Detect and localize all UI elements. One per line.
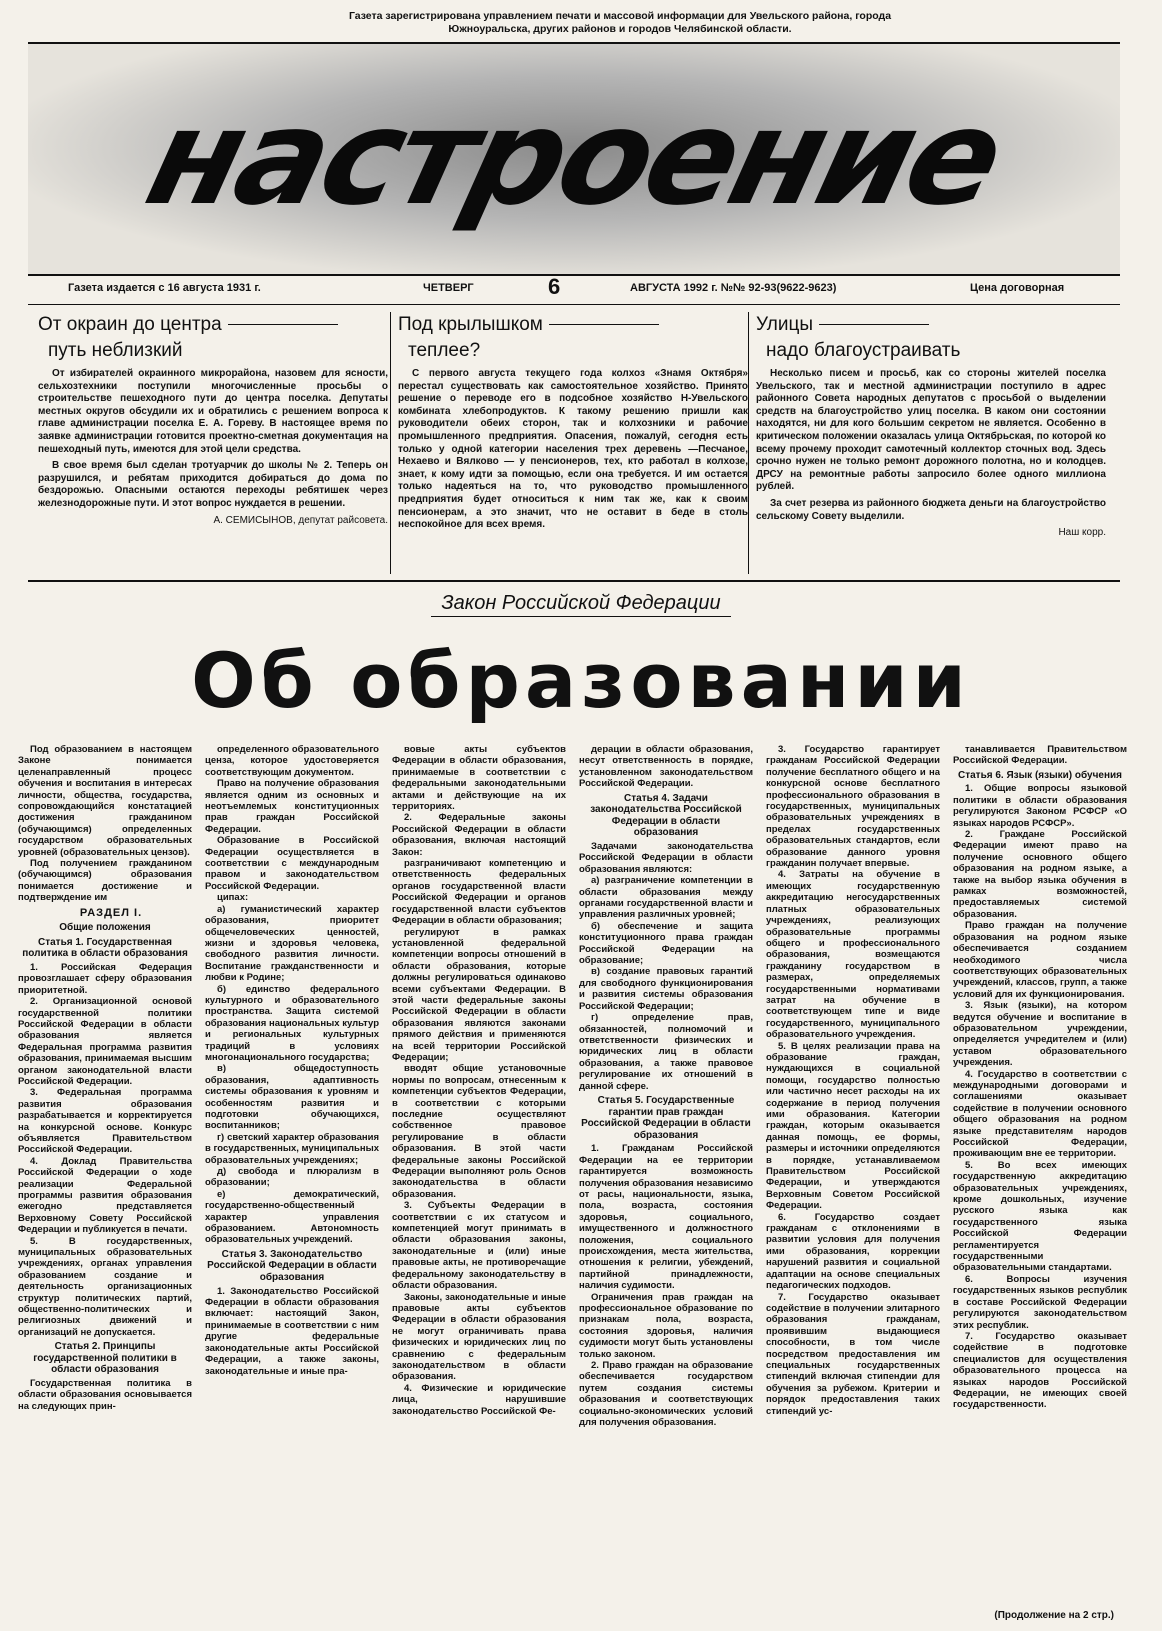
law-paragraph: г) светский характер образования в государственных, муниципальных образовательных учреждениях; bbox=[205, 1131, 379, 1166]
law-column bbox=[18, 744, 192, 1604]
law-paragraph: 7. Государство оказывает содействие в подготовке специалистов для осуществления образовательного процесса на языках народов Российской Федерации, не имеющих своей государственности. bbox=[953, 1330, 1127, 1411]
law-paragraph: Под получением гражданином (обучающимся) образования понимается достижение и подтверждение им bbox=[18, 858, 192, 904]
newspaper-title: настроение bbox=[133, 81, 1015, 235]
law-subtitle: Закон Российской Федерации bbox=[0, 592, 1162, 615]
column-divider bbox=[748, 312, 749, 574]
article-signature: Наш корр. bbox=[1058, 527, 1106, 539]
article-paragraph: От избирателей окраинного микрорайона, назовем для ясности, сельхозтехники поступили многочисленные просьбы о строительстве пешеходного пути до центра поселка. Депутаты местных округов обсудили их и обратились с решением вопроса к главе администрации поселка Е. А. Гореву. В настоящее время по заявке администрации готовится проектно-сметная документация на пешеходный путь, имеются для этой цели средства. bbox=[38, 368, 388, 455]
registration-note: Газета зарегистрирована управлением печати и массовой информации для Увельского района, города Южноуральска, других районов и городов Челябинской области. bbox=[348, 10, 892, 35]
law-paragraph: Ограничения прав граждан на профессиональное образование по признакам пола, возраста, состояния здоровья, наличия судимости могут быть установлены только законом. bbox=[579, 1291, 753, 1360]
law-paragraph: 2. Граждане Российской Федерации имеют право на получение основного общего образования на родном языке, а также на выбор языка обучения в рамках возможностей, предоставляемых системой образования. bbox=[953, 829, 1127, 920]
article-paragraph: Несколько писем и просьб, как со стороны жителей поселка Увельского, так и местной администрации поступило в адрес районного Совета народных депутатов с просьбой о выделении средств на благоустройство улиц поселка. В каком они состоянии находятся, ни для кого большим секретом не является. Особенно в критическом положении оказалась улица Октябрьская, по которой ко всему прочему проходит самотечный коллектор сточных вод. Здесь срочно нужен не только ремонт дорожного полотна, но и колодцев. ДРСУ на ремонтные работы запросило более одного миллиона рублей. bbox=[756, 368, 1106, 493]
article-1 bbox=[38, 312, 388, 574]
law-paragraph: 2. Федеральные законы Российской Федерации в области образования, включая настоящий Закон: bbox=[392, 812, 566, 858]
law-paragraph: определенного образовательного ценза, которое удостоверяется соответствующим документом. bbox=[205, 744, 379, 778]
law-article-heading: Статья 3. Законодательство Российской Федерации в области образования bbox=[207, 1248, 377, 1284]
law-paragraph: 3. Субъекты Федерации в соответствии с их статусом и компетенцией могут принимать в области образования законы, законодательные и (или) иные правовые акты, не противоречащие федеральному законодательству в области образования. bbox=[392, 1200, 566, 1292]
law-paragraph: г) определение прав, обязанностей, полномочий и ответственности физических и юридических лиц в области образования, а также правовое регулирование их отношений в данной сфере. bbox=[579, 1012, 753, 1092]
continuation-note: (Продолжение на 2 стр.) bbox=[994, 1610, 1114, 1621]
law-paragraph: дерации в области образования, несут ответственность в порядке, установленном законодательством Российской Федерации. bbox=[579, 744, 753, 790]
law-paragraph: разграничивают компетенцию и ответственность федеральных органов государственной власти Российской Федерации и органов государственной власти субъектов Федерации в области образования; bbox=[392, 858, 566, 927]
article-paragraph: За счет резерва из районного бюджета деньги на благоустройство сельскому Совету выделили. bbox=[756, 497, 1106, 522]
weekday: ЧЕТВЕРГ bbox=[423, 282, 474, 294]
law-column bbox=[579, 744, 753, 1604]
law-paragraph: 1. Законодательство Российской Федерации в области образования включает: настоящий Закон, принимаемые в соответствии с ним другие федеральные законодательные акты Российской Федерации, а также законы, законодательные и иные пра- bbox=[205, 1285, 379, 1377]
law-paragraph: 3. Федеральная программа развития образования разрабатывается и корректируется на конкурсной основе. Конкурс объявляется Правительством Российской Федерации. bbox=[18, 1087, 192, 1156]
law-article-heading: Статья 2. Принципы государственной политики в области образования bbox=[33, 1341, 177, 1376]
top-news-row bbox=[28, 312, 1120, 582]
law-paragraph: Право на получение образования является одним из основных и неотъемлемых конституционных прав граждан Российской Федерации. bbox=[205, 778, 379, 835]
issue-date-number: АВГУСТА 1992 г. №№ 92-93(9622-9623) bbox=[630, 282, 837, 294]
law-paragraph: 4. Доклад Правительства Российской Федерации о ходе реализации Федеральной программы развития образования ежегодно представляется Верховному Совету Российской Федерации и публикуется в печати. bbox=[18, 1155, 192, 1236]
law-article-heading: Статья 1. Государственная политика в области образования bbox=[22, 936, 188, 960]
law-text-columns bbox=[18, 744, 1128, 1612]
article-2 bbox=[398, 312, 748, 574]
law-article-heading: Общие положения bbox=[59, 922, 151, 934]
law-paragraph: 4. Физические и юридические лица, нарушившие законодательство Российской Фе- bbox=[392, 1382, 566, 1417]
law-paragraph: 2. Право граждан на образование обеспечивается государством путем создания системы образования и соответствующих социально-экономических условий для получения образования. bbox=[579, 1360, 753, 1429]
law-paragraph: Право граждан на получение образования на родном языке обеспечивается созданием необходимого числа соответствующих образовательных учреждений, классов, групп, а также условий для их функционирования. bbox=[953, 920, 1127, 1000]
law-paragraph: 5. В государственных, муниципальных образовательных учреждениях, органах управления образованием создание и деятельность организационных структур политических партий, общественно-политических и религиозных движений и организаций не допускается. bbox=[18, 1235, 192, 1338]
article-headline: От окраин до центра bbox=[38, 312, 388, 338]
masthead bbox=[28, 42, 1120, 276]
law-paragraph: Законы, законодательные и иные правовые акты субъектов Федерации в области образования не могут ограничивать права физических и юридических лиц по сравнению с федеральным законодательством в области образования. bbox=[392, 1291, 566, 1383]
law-column bbox=[766, 744, 940, 1604]
law-paragraph: Под образованием в настоящем Законе понимается целенаправленный процесс обучения и воспитания в интересах личности, общества, государства, сопровождающийся констатацией достижения гражданином (обучающимся) определенных государством образовательных уровней (образовательных цензов). bbox=[18, 744, 192, 858]
law-paragraph: Задачами законодательства Российской Федерации в области образования являются: bbox=[579, 841, 753, 875]
law-paragraph: 5. Во всех имеющих государственную аккредитацию образовательных учреждениях, кроме дошкольных, изучение русского языка как государственного языка Российской Федерации регламентируется государственными образовательными стандартами. bbox=[953, 1159, 1127, 1274]
article-headline: Улицы bbox=[756, 312, 1106, 338]
law-paragraph: вводят общие установочные нормы по вопросам, отнесенным к компетенции субъектов Федерации, в соответствии с которыми последние осуществляют собственное правовое регулирование в области образования. В этой части федеральные законы Российской Федерации выполняют роль Основ законодательства в области образования. bbox=[392, 1063, 566, 1200]
law-paragraph: 6. Государство создает гражданам с отклонениями в развитии условия для получения ими образования, коррекции нарушений развития и социальной адаптации на основе специальных педагогических подходов. bbox=[766, 1211, 940, 1292]
article-paragraph: С первого августа текущего года колхоз «Знамя Октября» перестал существовать как самостоятельное хозяйство. Принято решение о переводе его в подсобное хозяйство Н-Увельского комбината хлебопродуктов. К такому решению пришли как руководители обеих сторон, так и колхозники и рабочие промышленного предприятия. Опасения, пожалуй, сегодня есть только у одной категории населения трех деревень —Песчаное, Нехаево и Вялково — у пенсионеров, тех, кто работал в колхозе, знает, к кому идти за помощью, если она требуется. И им остается только надеяться на то, что руководство промышленного предприятия будет относиться к ним так же, как к своим пенсионерам, а это значит, что не оставит в беде в столь неспокойное для всех время. bbox=[398, 368, 748, 531]
column-divider bbox=[390, 312, 391, 574]
law-paragraph: 1. Общие вопросы языковой политики в области образования регулируются Законом РСФСР «О языках народов РСФСР». bbox=[953, 783, 1127, 829]
law-paragraph: 5. В целях реализации права на образование граждан, нуждающихся в социальной помощи, государство полностью или частично несет расходы на их содержание в период получения ими образования. Категории граждан, которым оказывается данная помощь, ее формы, размеры и источники определяются в порядке, устанавливаемом Правительством Российской Федерации, и утверждаются Верховным Советом Российской Федерации. bbox=[766, 1040, 940, 1212]
law-paragraph: 7. Государство оказывает содействие в получении элитарного образования гражданам, проявившим выдающиеся способности, в том числе посредством предоставления им специальных государственных стипендий включая стипендии для обучения за рубежом. Критерии и порядок предоставления таких стипендий ус- bbox=[766, 1291, 940, 1417]
law-paragraph: регулируют в рамках установленной федеральной компетенции вопросы отношений в области образования, которые должны регулироваться одинаково всеми субъектами Федерации. В этой части федеральные законы Российской Федерации в области образования являются законами прямого действия и применяются на всей территории Российской Федерации; bbox=[392, 926, 566, 1063]
law-paragraph: 3. Язык (языки), на котором ведутся обучение и воспитание в образовательном учреждении, определяется учредителем и (или) уставом образовательного учреждения. bbox=[953, 1000, 1127, 1069]
law-paragraph: 1. Гражданам Российской Федерации на ее территории гарантируется возможность получения образования независимо от расы, национальности, языка, пола, возраста, состояния здоровья, социального, имущественного и должностного положения, социального происхождения, места жительства, отношения к религии, убеждений, партийной принадлежности, наличия судимости. bbox=[579, 1143, 753, 1292]
law-paragraph: 3. Государство гарантирует гражданам Российской Федерации получение бесплатного общего и на конкурсной основе бесплатного профессионального образования в государственных, муниципальных образовательных учреждениях в пределах государственных образовательных стандартов, если образование данного уровня гражданин получает впервые. bbox=[766, 744, 940, 870]
law-paragraph: 1. Российская Федерация провозглашает сферу образования приоритетной. bbox=[18, 961, 192, 996]
law-title: Об образовании bbox=[191, 636, 971, 725]
law-paragraph: Образование в Российской Федерации осуществляется в соответствии с международным правом и законодательством Российской Федерации. bbox=[205, 835, 379, 892]
law-column bbox=[205, 744, 379, 1604]
issue-info-bar bbox=[28, 274, 1120, 305]
founded-note: Газета издается с 16 августа 1931 г. bbox=[68, 282, 261, 294]
article-headline-2: путь неблизкий bbox=[48, 340, 183, 361]
law-section-heading: РАЗДЕЛ I. bbox=[79, 906, 143, 919]
law-article-heading: Статья 6. Язык (языки) обучения bbox=[958, 769, 1122, 781]
law-paragraph: вовые акты субъектов Федерации в области образования, принимаемые в соответствии с федеральными законодательными актами и действующие на их территориях. bbox=[392, 744, 566, 813]
law-column bbox=[953, 744, 1127, 1604]
article-3 bbox=[756, 312, 1106, 574]
law-article-heading: Статья 4. Задачи законодательства Российской Федерации в области образования bbox=[590, 792, 742, 839]
law-paragraph: б) обеспечение и защита конституционного права граждан Российской Федерации на образование; bbox=[579, 920, 753, 967]
law-column bbox=[392, 744, 566, 1604]
article-headline: Под крылышком bbox=[398, 312, 748, 338]
price: Цена договорная bbox=[970, 282, 1065, 294]
law-paragraph: б) единство федерального культурного и образовательного пространства. Защита системой образования национальных культур и региональных культурных традиций в условиях многонационального государства; bbox=[205, 983, 379, 1063]
law-paragraph: в) создание правовых гарантий для свободного функционирования и развития системы образования Российской Федерации; bbox=[579, 966, 753, 1012]
law-paragraph: д) свобода и плюрализм в образовании; bbox=[205, 1166, 379, 1189]
article-signature: А. СЕМИСЫНОВ, депутат райсовета. bbox=[213, 514, 388, 526]
issue-day: 6 bbox=[548, 274, 561, 299]
law-paragraph: 4. Государство в соответствии с международными договорами и соглашениями оказывает содействие в получении основного общего образования на родном языке представителям народов Российской Федерации, проживающим вне ее территории. bbox=[953, 1068, 1127, 1160]
law-paragraph: в) общедоступность образования, адаптивность системы образования к уровням и особенностям развития и подготовки обучающихся, воспитанников; bbox=[205, 1063, 379, 1132]
article-paragraph: В свое время был сделан тротуарчик до школы № 2. Теперь он разрушился, и ребятам приходится добираться до дома по бездорожью. Опасными остаются переходы ребятишек через железнодорожные пути. И этот вопрос нуждается в решении. bbox=[38, 460, 388, 509]
law-paragraph: 2. Организационной основой государственной политики Российской Федерации в области образования является Федеральная программа развития образования, принимаемая высшим органом законодательной власти Российской Федерации. bbox=[18, 996, 192, 1087]
law-paragraph: е) демократический, государственно-общественный характер управления образованием. Автономность образовательных учреждений. bbox=[205, 1188, 379, 1246]
article-headline-2: теплее? bbox=[408, 340, 481, 361]
law-paragraph: 6. Вопросы изучения государственных языков республик в составе Российской Федерации регулируются законодательством этих республик. bbox=[953, 1273, 1127, 1331]
law-paragraph: Государственная политика в области образования основывается на следующих прин- bbox=[18, 1378, 192, 1412]
law-paragraph: а) разграничение компетенции в области образования между органами государственной власти и управления различных уровней; bbox=[579, 875, 753, 921]
law-paragraph: 4. Затраты на обучение в имеющих государственную аккредитацию негосударственных платных образовательных учреждениях, реализующих образовательные программы общего и профессионального образования, возмещаются гражданину государством в размерах, определяемых государственными нормативами затрат на обучение в соответствующем типе и виде государственного, муниципального образовательного учреждения. bbox=[766, 869, 940, 1041]
law-paragraph: ципах: bbox=[217, 892, 249, 904]
law-paragraph: а) гуманистический характер образования, приоритет общечеловеческих ценностей, жизни и здоровья человека, свободного развития личности. Воспитание гражданственности и любви к Родине; bbox=[205, 903, 379, 984]
law-article-heading: Статья 5. Государственные гарантии прав граждан Российской Федерации в области образования bbox=[581, 1094, 751, 1141]
law-paragraph: танавливается Правительством Российской Федерации. bbox=[953, 744, 1127, 767]
article-headline-2: надо благоустраивать bbox=[766, 340, 961, 361]
